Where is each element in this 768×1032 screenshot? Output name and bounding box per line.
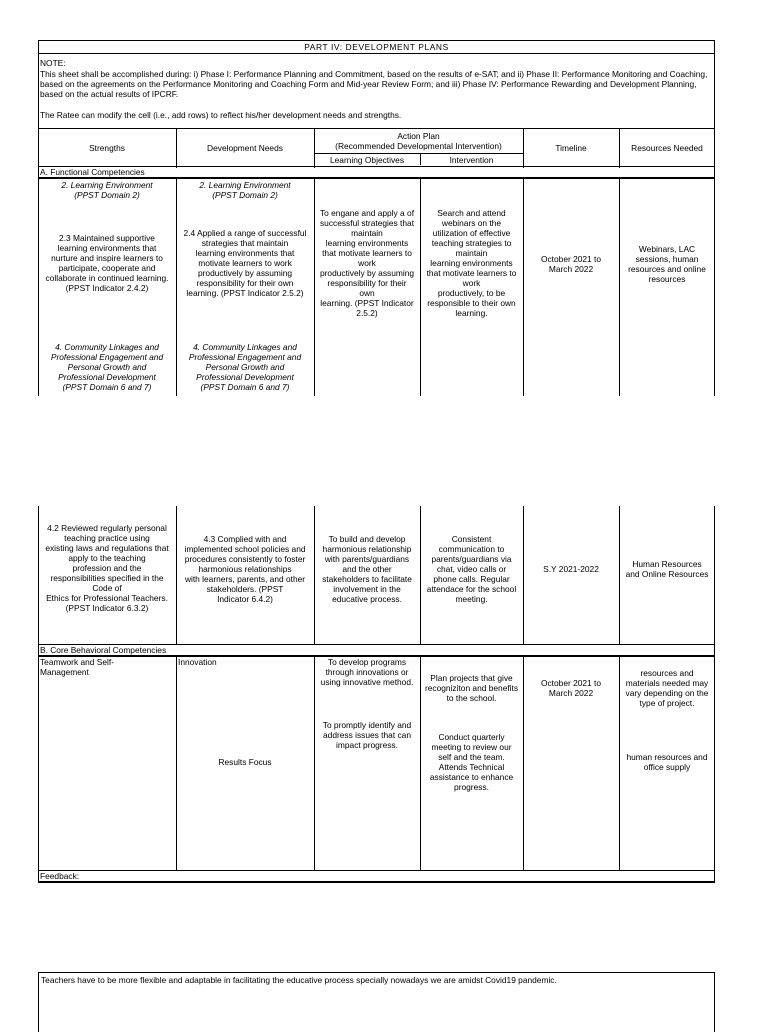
header-timeline: Timeline: [555, 143, 587, 153]
need-domain-community-linkages: 4. Community Linkages and Professional Engagement and Personal Growth and Professional Development (PPST Domain 6 and 7): [188, 342, 302, 392]
header-strengths: Strengths: [89, 143, 125, 153]
intervention-plan-projects: Plan projects that give recogniziton and benefits to the school.: [424, 673, 519, 703]
intervention-webinars: Search and attend webinars on the utilization of effective teaching strategies to maintain learning environments that motivate learners to work productively, to be responsible to their own learning.: [426, 208, 517, 318]
timeline-october-march-core: October 2021 to March 2022: [540, 678, 602, 698]
strength-indicator-6-3-2: 4.2 Reviewed regularly personal teaching practice using existing laws and regulations that apply to the teaching profession and the responsibilities specified in the Code of Ethics for Professional Teachers. (PPST Indicator 6.3.2): [45, 523, 169, 613]
need-domain-learning-environment: 2. Learning Environment (PPST Domain 2): [199, 180, 291, 200]
strength-domain-community-linkages: 4. Community Linkages and Professional Engagement and Personal Growth and Professional Development (PPST Domain 6 and 7): [50, 342, 164, 392]
header-intervention: Intervention: [449, 155, 494, 165]
timeline-october-march: October 2021 to March 2022: [540, 254, 602, 274]
need-indicator-6-4-2: 4.3 Complied with and implemented school policies and procedures consistently to foster harmonious relationships with learners, parents, and other stakeholders. (PPST Indicator 6.4.2): [184, 534, 306, 604]
header-learning-objectives: Learning Objectives: [329, 155, 405, 165]
strength-indicator-2-4-2: 2.3 Maintained supportive learning environments that nurture and inspire learners to participate, cooperate and collaborate in continued learning. (PPST Indicator 2.4.2): [45, 233, 169, 293]
feedback-text: Teachers have to be more flexible and adaptable in facilitating the educative process specially nowadays we are amidst Covid19 pandemic.: [41, 975, 557, 985]
need-innovation: Innovation: [178, 657, 217, 667]
resources-human-online: Human Resources and Online Resources: [625, 559, 709, 579]
resources-human-office: human resources and office supply: [626, 752, 708, 772]
header-action-plan: Action Plan (Recommended Developmental Intervention): [335, 131, 502, 151]
note-text: This sheet shall be accomplished during: i) Phase I: Performance Planning and Commitment, based on the results of e-SAT; and ii) Phase II: Performance Monitoring and Coaching, based on the agreements on the Performance Monitoring and Coaching Form and Mid-year Review Form; and iii) Phase IV: Performance Rewarding and Development Planning, based on the actual results of IPCRF.: [40, 69, 708, 99]
feedback-box: [38, 972, 715, 1032]
objective-address-issues: To promptly identify and address issues that can impact progress.: [322, 720, 412, 750]
intervention-quarterly-meeting: Conduct quarterly meeting to review our self and the team. Attends Technical assistance to enhance progress.: [429, 732, 514, 792]
page-title: PART IV: DEVELOPMENT PLANS: [304, 42, 449, 52]
header-development-needs: Development Needs: [207, 143, 283, 153]
note-modify: The Ratee can modify the cell (i.e., add rows) to reflect his/her development needs and strengths.: [40, 110, 402, 120]
feedback-label: Feedback:: [40, 871, 80, 881]
need-indicator-2-5-2: 2.4 Applied a range of successful strategies that maintain learning environments that motivate learners to work productively by assuming responsibility for their own learning. (PPST Indicator 2.5.2): [183, 228, 307, 298]
objective-harmonious-relationship: To build and develop harmonious relationship with parents/guardians and the other stakeholders to facilitate involvement in the educative process.: [322, 534, 412, 604]
need-results-focus: Results Focus: [218, 757, 272, 767]
resources-webinars: Webinars, LAC sessions, human resources and online resources: [628, 244, 706, 284]
timeline-school-year: S.Y 2021-2022: [543, 564, 599, 574]
header-resources-needed: Resources Needed: [631, 143, 703, 153]
intervention-communication: Consistent communication to parents/guardians via chat, video calls or phone calls. Regular attendace for the school meeting.: [426, 534, 517, 604]
objective-innovative-programs: To develop programs through innovations or using innovative method.: [320, 657, 414, 687]
section-functional-competencies: A. Functional Competencies: [40, 167, 145, 177]
strength-domain-learning-environment: 2. Learning Environment (PPST Domain 2): [61, 180, 153, 200]
section-core-behavioral-competencies: B. Core Behavioral Competencies: [40, 645, 167, 655]
resources-project-materials: resources and materials needed may vary depending on the type of project.: [625, 668, 709, 708]
note-label: NOTE:: [40, 58, 66, 68]
strength-teamwork-self-management: Teamwork and Self- Management: [40, 657, 115, 677]
objective-learning-environment: To engane and apply a of successful strategies that maintain learning environments that motivate learners to work productively by assuming responsibility for their own learning. (PPST Indicator 2.5.2): [319, 208, 415, 318]
